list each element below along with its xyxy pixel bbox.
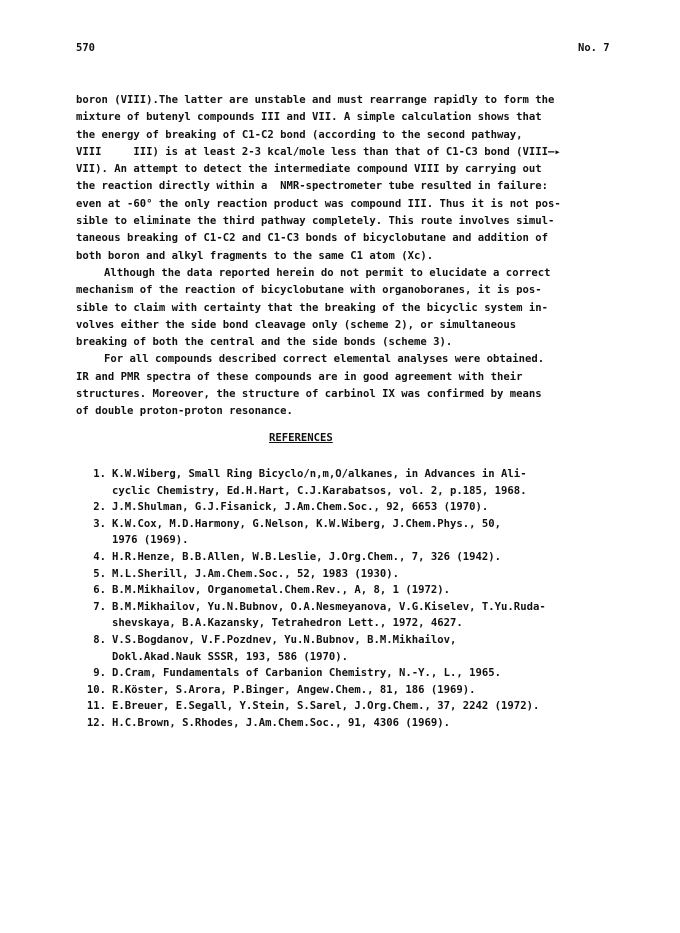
body-line: both boron and alkyl fragments to the same C1 atom (Xc). xyxy=(76,249,434,262)
reference-number: 7. xyxy=(93,600,106,613)
reference-item xyxy=(80,698,620,715)
reference-line: shevskaya, B.A.Kazansky, Tetrahedron Lett., 1972, 4627. xyxy=(112,617,463,630)
page-number: 570 xyxy=(76,42,95,54)
reference-item xyxy=(80,599,620,632)
reference-line: M.L.Sherill, J.Am.Chem.Soc., 52, 1983 (1930). xyxy=(112,567,400,580)
reference-line: Dokl.Akad.Nauk SSSR, 193, 586 (1970). xyxy=(112,650,348,663)
reference-number: 10. xyxy=(86,683,106,696)
reference-item xyxy=(80,665,620,682)
body-line: Although the data reported herein do not permit to elucidate a correct xyxy=(104,266,551,279)
body-line: mechanism of the reaction of bicyclobutane with organoboranes, it is pos- xyxy=(76,284,542,297)
reference-item xyxy=(80,499,620,516)
reference-line: H.C.Brown, S.Rhodes, J.Am.Chem.Soc., 91, 4306 (1969). xyxy=(112,716,451,729)
body-line: sible to claim with certainty that the breaking of the bicyclic system in- xyxy=(76,301,548,314)
reference-item xyxy=(80,582,620,599)
reference-number: 1. xyxy=(93,468,106,480)
reference-line: cyclic Chemistry, Ed.H.Hart, C.J.Karabatsos, vol. 2, p.185, 1968. xyxy=(112,484,527,497)
reference-item xyxy=(80,466,620,499)
reference-line: B.M.Mikhailov, Organometal.Chem.Rev., A, 8, 1 (1972). xyxy=(112,584,451,597)
body-line: of double proton-proton resonance. xyxy=(76,405,293,418)
reference-number: 11. xyxy=(86,700,106,713)
body-line: mixture of butenyl compounds III and VII. A simple calculation shows that xyxy=(76,111,542,124)
reference-number: 8. xyxy=(93,633,106,646)
reference-line: V.S.Bogdanov, V.F.Pozdnev, Yu.N.Bubnov, B.M.Mikhailov, xyxy=(112,633,457,646)
reference-item xyxy=(80,682,620,699)
reference-number: 9. xyxy=(93,667,106,680)
references-list xyxy=(80,466,620,732)
body-line: IR and PMR spectra of these compounds are in good agreement with their xyxy=(76,370,523,383)
body-line: the reaction directly within a NMR-spectrometer tube resulted in failure: xyxy=(76,180,548,193)
reference-line: 1976 (1969). xyxy=(112,534,189,547)
body-line: VIII III) is at least 2-3 kcal/mole less than that of C1-C3 bond (VIII—▸ xyxy=(76,145,561,158)
body-line: structures. Moreover, the structure of carbinol IX was confirmed by means xyxy=(76,388,542,401)
reference-line: R.Köster, S.Arora, P.Binger, Angew.Chem., 81, 186 (1969). xyxy=(112,683,476,696)
reference-line: J.M.Shulman, G.J.Fisanick, J.Am.Chem.Soc., 92, 6653 (1970). xyxy=(112,501,489,514)
body-line: volves either the side bond cleavage only (scheme 2), or simultaneous xyxy=(76,318,517,331)
reference-number: 3. xyxy=(93,517,106,530)
reference-item xyxy=(80,549,620,566)
body-line: the energy of breaking of C1-C2 bond (according to the second pathway, xyxy=(76,128,523,141)
reference-item xyxy=(80,632,620,665)
reference-line: B.M.Mikhailov, Yu.N.Bubnov, O.A.Nesmeyanova, V.G.Kiselev, T.Yu.Ruda- xyxy=(112,600,546,613)
reference-line: H.R.Henze, B.B.Allen, W.B.Leslie, J.Org.Chem., 7, 326 (1942). xyxy=(112,550,502,563)
issue-number: No. 7 xyxy=(578,42,610,54)
body-line: boron (VIII).The latter are unstable and must rearrange rapidly to form the xyxy=(76,94,555,106)
body-line: even at -60° the only reaction product was compound III. Thus it is not pos- xyxy=(76,197,561,210)
body-text xyxy=(76,92,606,421)
reference-line: E.Breuer, E.Segall, Y.Stein, S.Sarel, J.Org.Chem., 37, 2242 (1972). xyxy=(112,700,540,713)
reference-line: K.W.Cox, M.D.Harmony, G.Nelson, K.W.Wiberg, J.Chem.Phys., 50, xyxy=(112,517,502,530)
reference-item xyxy=(80,566,620,583)
reference-number: 5. xyxy=(93,567,106,580)
body-line: For all compounds described correct elemental analyses were obtained. xyxy=(104,353,545,366)
reference-item xyxy=(80,715,620,732)
reference-line: D.Cram, Fundamentals of Carbanion Chemistry, N.-Y., L., 1965. xyxy=(112,667,502,680)
reference-number: 2. xyxy=(93,501,106,514)
reference-number: 4. xyxy=(93,550,106,563)
body-line: taneous breaking of C1-C2 and C1-C3 bonds of bicyclobutane and addition of xyxy=(76,232,548,245)
references-heading: REFERENCES xyxy=(269,432,333,444)
reference-number: 6. xyxy=(93,584,106,597)
body-line: sible to eliminate the third pathway completely. This route involves simul- xyxy=(76,215,555,228)
body-line: breaking of both the central and the side bonds (scheme 3). xyxy=(76,336,453,349)
reference-line: K.W.Wiberg, Small Ring Bicyclo/n,m,O/alkanes, in Advances in Ali- xyxy=(112,468,527,480)
reference-item xyxy=(80,516,620,549)
body-line: VII). An attempt to detect the intermediate compound VIII by carrying out xyxy=(76,163,542,176)
reference-number: 12. xyxy=(86,716,106,729)
